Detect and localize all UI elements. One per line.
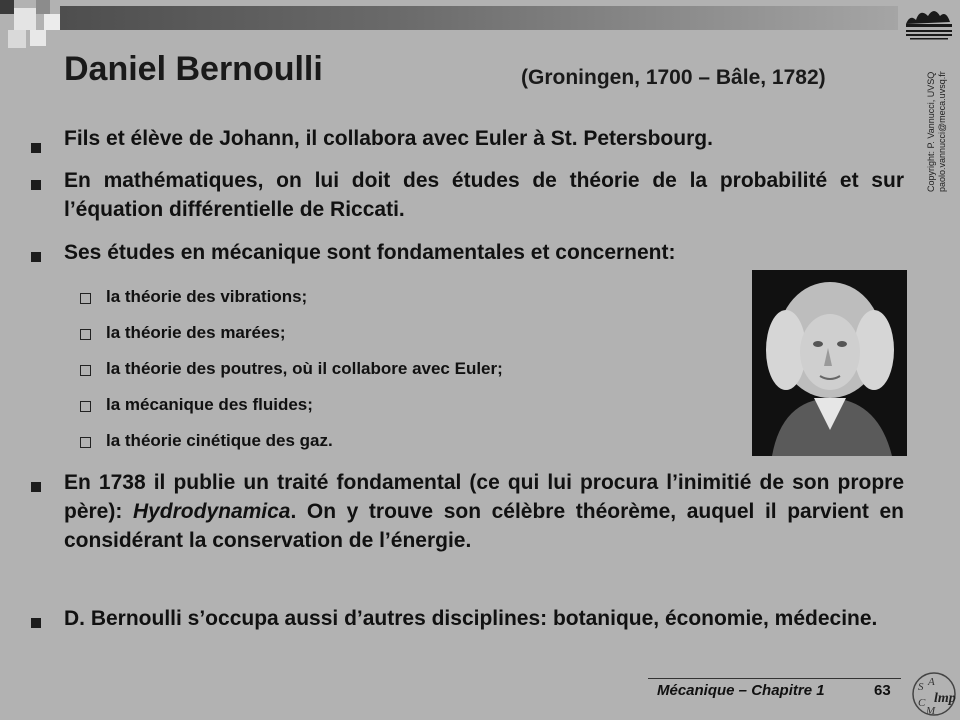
sub-bullet-marker <box>80 437 91 448</box>
bullet-text-4-part1: En 1738 il publie un traité fondamental (ce qui lui procura l’inimitié de son propre père): <box>64 471 904 523</box>
svg-text:S: S <box>918 681 924 693</box>
footer-divider <box>648 678 901 679</box>
copyright-vertical <box>918 40 958 200</box>
page-subtitle: (Groningen, 1700 – Bâle, 1782) <box>521 66 826 89</box>
sub-bullet-marker <box>80 329 91 340</box>
bullet-text-2: En mathématiques, on lui doit des études de théorie de la probabilité et sur l’équation différentielle de Riccati. <box>64 169 904 221</box>
page-number: 63 <box>874 682 891 699</box>
svg-text:lmp: lmp <box>934 691 956 706</box>
svg-text:C: C <box>918 697 926 709</box>
decor-square <box>14 8 36 30</box>
decor-square <box>0 0 14 14</box>
decor-square <box>8 30 26 48</box>
svg-text:M: M <box>926 705 936 717</box>
portrait-image <box>752 270 907 456</box>
sub-item-5: la théorie cinétique des gaz. <box>106 431 333 450</box>
svg-text:A: A <box>928 676 935 688</box>
decor-square <box>44 14 60 30</box>
sub-item-1: la théorie des vibrations; <box>106 287 308 306</box>
bullet-marker <box>31 618 41 628</box>
lab-badge-logo <box>910 670 958 718</box>
footer-chapter: Mécanique – Chapitre 1 <box>657 682 825 699</box>
sub-item-4: la mécanique des fluides; <box>106 395 313 414</box>
university-logo <box>900 0 958 44</box>
header-bar <box>60 6 898 30</box>
sub-item-3: la théorie des poutres, où il collabore avec Euler; <box>106 359 503 378</box>
sub-bullet-marker <box>80 401 91 412</box>
page-title: Daniel Bernoulli <box>64 50 323 88</box>
decor-square <box>36 0 50 14</box>
bullet-marker <box>31 180 41 190</box>
bullet-marker <box>31 482 41 492</box>
bullet-text-3: Ses études en mécanique sont fondamentales et concernent: <box>64 241 676 264</box>
sub-bullet-marker <box>80 365 91 376</box>
bullet-text-4 <box>64 468 904 555</box>
sub-item-2: la théorie des marées; <box>106 323 286 342</box>
bullet-marker <box>31 252 41 262</box>
hydrodynamica-title: Hydrodynamica <box>132 500 291 523</box>
copyright-line2: paolo.vannucci@meca.uvsq.fr <box>937 71 947 192</box>
decor-square <box>30 30 46 46</box>
sub-bullet-marker <box>80 293 91 304</box>
copyright-line1: Copyright: P. Vannucci, UVSQ <box>926 71 936 192</box>
portrait-drawing <box>752 270 907 456</box>
bullet-marker <box>31 143 41 153</box>
bullet-text-5: D. Bernoulli s’occupa aussi d’autres disciplines: botanique, économie, médecine. <box>64 607 878 630</box>
bullet-text-4-part2: . On y trouve son célèbre théorème, auquel il parvient en considérant la conservation de l’énergie. <box>64 500 904 552</box>
bullet-text-1: Fils et élève de Johann, il collabora avec Euler à St. Petersbourg. <box>64 127 713 150</box>
